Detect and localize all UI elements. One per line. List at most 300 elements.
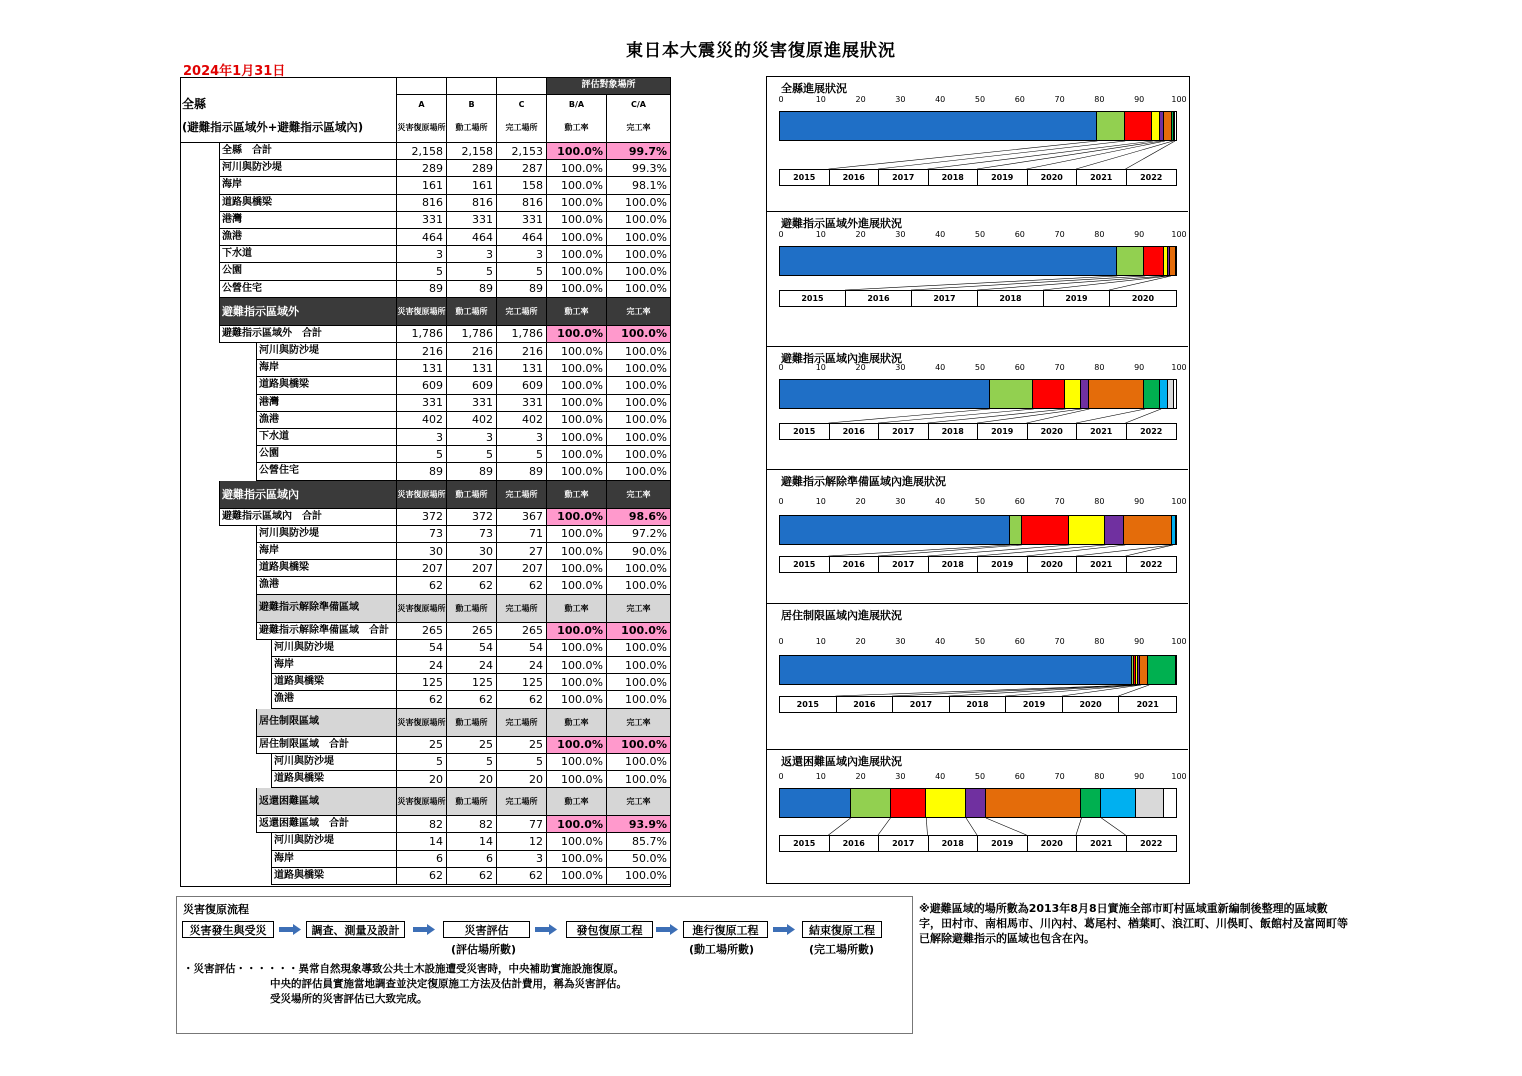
table-row <box>180 246 671 263</box>
year-label: 2020 <box>1028 557 1078 572</box>
count-b: 609 <box>447 377 497 394</box>
progress-bar <box>779 379 1177 409</box>
count-c: 158 <box>497 177 547 194</box>
table-header-row-3 <box>180 113 671 143</box>
table-row <box>180 177 671 194</box>
year-label: 2018 <box>929 424 979 439</box>
bar-segment-2018 <box>1152 112 1160 140</box>
tick-label: 0 <box>778 772 784 781</box>
progress-bar <box>779 655 1177 685</box>
arrow-right-icon <box>279 924 301 935</box>
connector-line <box>878 141 1125 169</box>
count-b: 20 <box>447 771 497 788</box>
completion-rate: 100.0% <box>607 360 671 377</box>
year-label: 2016 <box>830 170 880 185</box>
bar-segment-2015 <box>780 656 1132 684</box>
table-row <box>180 360 671 377</box>
row-label: 全縣 合計 <box>220 143 397 160</box>
row-label: 道路與橋梁 <box>257 377 397 394</box>
tick-label: 40 <box>935 363 946 372</box>
page-title: 東日本大震災的災害復原進展狀況 <box>626 41 896 61</box>
start-rate: 100.0% <box>547 674 607 691</box>
table-row <box>180 412 671 429</box>
tick-label: 10 <box>815 95 826 104</box>
connector-line <box>878 818 890 835</box>
chart-panel <box>767 470 1188 604</box>
start-rate: 100.0% <box>547 429 607 446</box>
row-label: 避難指示區域內 <box>220 481 397 509</box>
count-c: 609 <box>497 377 547 394</box>
connector-line <box>1101 818 1125 835</box>
count-a: 54 <box>397 640 447 657</box>
connector-line <box>845 276 1117 290</box>
col-letter-a: A <box>397 95 447 113</box>
count-c: 216 <box>497 343 547 360</box>
tick-label: 30 <box>895 230 906 239</box>
connector-line <box>1126 409 1162 423</box>
bar-segment-2016 <box>990 380 1034 408</box>
col-name-repeat: 完工場所 <box>497 709 547 737</box>
connector-line <box>836 685 1134 696</box>
count-b: 24 <box>447 657 497 674</box>
count-b: 62 <box>447 691 497 708</box>
table-header-row-2 <box>180 95 671 113</box>
count-b: 216 <box>447 343 497 360</box>
count-b: 1,786 <box>447 326 497 343</box>
count-b: 289 <box>447 160 497 177</box>
row-label: 漁港 <box>220 229 397 246</box>
start-rate: 100.0% <box>547 195 607 212</box>
col-name-repeat: 完工場所 <box>497 595 547 623</box>
start-rate: 100.0% <box>547 463 607 480</box>
count-a: 331 <box>397 395 447 412</box>
bar-segment-2016 <box>1117 247 1145 275</box>
count-a: 161 <box>397 177 447 194</box>
count-a: 5 <box>397 446 447 463</box>
year-label: 2019 <box>1044 291 1110 306</box>
tick-label: 40 <box>935 230 946 239</box>
tick-label: 90 <box>1134 772 1145 781</box>
bar-segment-2016 <box>851 789 891 817</box>
completion-rate: 90.0% <box>607 543 671 560</box>
tick-label: 50 <box>974 95 986 104</box>
chart-title: 避難指示解除準備區域內進展狀況 <box>781 475 946 488</box>
year-label: 2017 <box>879 557 929 572</box>
arrow-right-icon <box>413 924 435 935</box>
tick-labels <box>778 230 1187 242</box>
tick-label: 70 <box>1054 772 1065 781</box>
row-label: 河川與防沙堤 <box>272 833 397 850</box>
completion-rate: 100.0% <box>607 868 671 885</box>
completion-rate: 100.0% <box>607 691 671 708</box>
count-c: 402 <box>497 412 547 429</box>
bar-segment-2015 <box>780 789 851 817</box>
connector-line <box>977 409 1081 423</box>
year-axis <box>779 696 1177 713</box>
col-name-ca: 完工率 <box>607 113 671 143</box>
connector-line <box>1126 545 1174 556</box>
year-label: 2022 <box>1140 173 1163 182</box>
connector-line <box>926 818 927 835</box>
connector-line <box>911 276 1145 290</box>
tick-label: 50 <box>974 363 986 372</box>
count-c: 464 <box>497 229 547 246</box>
completion-rate: 100.0% <box>607 560 671 577</box>
year-label: 2017 <box>879 836 929 851</box>
row-label: 避難指示區域外 <box>220 298 397 326</box>
completion-rate: 98.1% <box>607 177 671 194</box>
count-b: 207 <box>447 560 497 577</box>
count-a: 289 <box>397 160 447 177</box>
count-a: 609 <box>397 377 447 394</box>
row-label: 居住制限區域 <box>257 709 397 737</box>
bar-segment-rest <box>1136 789 1164 817</box>
prefecture-sub: (避難指示區域外+避難指示區域內) <box>180 113 397 143</box>
col-name-repeat: 災害復原場所 <box>397 481 447 509</box>
completion-rate: 100.0% <box>607 674 671 691</box>
row-label: 道路與橋梁 <box>272 868 397 885</box>
table-row <box>180 229 671 246</box>
count-a: 89 <box>397 463 447 480</box>
bar-segment-rest <box>1168 380 1174 408</box>
completion-rate: 100.0% <box>607 446 671 463</box>
year-label: 2016 <box>830 424 880 439</box>
row-label: 居住制限區域 合計 <box>257 737 397 754</box>
chart-panel <box>767 347 1188 470</box>
count-a: 5 <box>397 754 447 771</box>
tick-label: 50 <box>974 497 986 506</box>
row-label: 海岸 <box>272 657 397 674</box>
tick-label: 100 <box>1171 95 1187 104</box>
completion-rate: 100.0% <box>607 395 671 412</box>
tick-label: 60 <box>1014 230 1025 239</box>
year-label: 2019 <box>978 170 1028 185</box>
count-b: 30 <box>447 543 497 560</box>
count-c: 3 <box>497 851 547 868</box>
year-label: 2020 <box>1028 424 1078 439</box>
count-a: 73 <box>397 526 447 543</box>
year-label: 2021 <box>1077 557 1127 572</box>
bar-segment-2016 <box>1010 516 1022 544</box>
row-label: 下水道 <box>257 429 397 446</box>
start-rate: 100.0% <box>547 577 607 594</box>
col-name-a: 災害復原場所 <box>397 113 447 143</box>
count-a: 6 <box>397 851 447 868</box>
count-a: 20 <box>397 771 447 788</box>
start-rate: 100.0% <box>547 640 607 657</box>
start-rate: 100.0% <box>547 377 607 394</box>
table-row <box>180 160 671 177</box>
count-b: 131 <box>447 360 497 377</box>
tick-label: 0 <box>778 637 784 646</box>
completion-rate: 98.6% <box>607 509 671 526</box>
col-letter-ca: C/A <box>607 95 671 113</box>
flow-sub-construction: (動工場所數) <box>689 943 755 956</box>
connector-lines <box>779 545 1177 556</box>
col-name-repeat: 完工率 <box>607 788 671 816</box>
row-label: 海岸 <box>257 360 397 377</box>
row-label: 返還困難區域 <box>257 788 397 816</box>
col-name-repeat: 災害復原場所 <box>397 788 447 816</box>
tick-label: 80 <box>1094 637 1105 646</box>
flow-step-complete: 結束復原工程 <box>802 921 882 938</box>
table-row <box>180 868 671 885</box>
tick-label: 70 <box>1054 363 1065 372</box>
table-row <box>180 640 671 657</box>
completion-rate: 97.2% <box>607 526 671 543</box>
col-name-repeat: 完工場所 <box>497 788 547 816</box>
tick-label: 90 <box>1134 95 1145 104</box>
count-a: 89 <box>397 281 447 298</box>
tick-label: 100 <box>1171 230 1187 239</box>
row-label: 道路與橋梁 <box>257 560 397 577</box>
row-label: 下水道 <box>220 246 397 263</box>
count-c: 24 <box>497 657 547 674</box>
count-b: 265 <box>447 623 497 640</box>
tick-label: 10 <box>815 772 826 781</box>
tick-label: 30 <box>895 637 906 646</box>
tick-label: 80 <box>1094 363 1105 372</box>
total-row <box>180 737 671 754</box>
year-label: 2019 <box>1006 697 1063 712</box>
start-rate: 100.0% <box>547 737 607 754</box>
completion-rate: 85.7% <box>607 833 671 850</box>
tick-label: 90 <box>1134 637 1145 646</box>
tick-label: 40 <box>935 95 946 104</box>
tick-label: 60 <box>1014 363 1025 372</box>
tick-label: 90 <box>1134 363 1145 372</box>
year-label: 2018 <box>929 170 979 185</box>
tick-label: 0 <box>778 95 784 104</box>
tick-label: 40 <box>935 637 946 646</box>
count-a: 331 <box>397 212 447 229</box>
count-c: 71 <box>497 526 547 543</box>
row-label: 海岸 <box>220 177 397 194</box>
year-axis <box>779 423 1177 440</box>
year-label: 2018 <box>950 697 1007 712</box>
table-row <box>180 212 671 229</box>
start-rate: 100.0% <box>547 343 607 360</box>
table-row <box>180 343 671 360</box>
tick-label: 80 <box>1094 497 1105 506</box>
count-a: 30 <box>397 543 447 560</box>
section-header-row <box>180 481 671 509</box>
bar-segment-2021 <box>1144 380 1160 408</box>
row-label: 避難指示區域內 合計 <box>220 509 397 526</box>
count-a: 216 <box>397 343 447 360</box>
bar-segment-2017 <box>1033 380 1065 408</box>
count-a: 207 <box>397 560 447 577</box>
col-name-repeat: 災害復原場所 <box>397 298 447 326</box>
col-name-repeat: 災害復原場所 <box>397 595 447 623</box>
completion-rate: 100.0% <box>607 212 671 229</box>
bar-segment-2017 <box>1125 112 1153 140</box>
table-row <box>180 543 671 560</box>
tick-label: 70 <box>1054 95 1065 104</box>
count-c: 62 <box>497 868 547 885</box>
flow-step-contract: 發包復原工程 <box>566 921 653 938</box>
count-b: 816 <box>447 195 497 212</box>
chart-title: 居住制限區域內進展狀況 <box>781 609 902 622</box>
count-c: 25 <box>497 737 547 754</box>
row-label: 漁港 <box>257 577 397 594</box>
completion-rate: 100.0% <box>607 737 671 754</box>
count-a: 14 <box>397 833 447 850</box>
count-c: 367 <box>497 509 547 526</box>
count-b: 372 <box>447 509 497 526</box>
count-c: 816 <box>497 195 547 212</box>
count-a: 816 <box>397 195 447 212</box>
table-row <box>180 446 671 463</box>
table-row <box>180 674 671 691</box>
tick-label: 100 <box>1171 497 1187 506</box>
count-b: 6 <box>447 851 497 868</box>
count-c: 2,153 <box>497 143 547 160</box>
bar-segment-2022 <box>1101 789 1137 817</box>
connector-line <box>1118 685 1149 696</box>
count-c: 77 <box>497 816 547 833</box>
flow-step-construction: 進行復原工程 <box>683 921 768 938</box>
tick-label: 10 <box>815 497 826 506</box>
chart-title: 避難指示區域內進展狀況 <box>781 352 902 365</box>
count-a: 5 <box>397 263 447 280</box>
row-label: 道路與橋梁 <box>272 674 397 691</box>
row-label: 避難指示解除準備區域 <box>257 595 397 623</box>
chart-panel <box>767 212 1188 347</box>
count-b: 5 <box>447 446 497 463</box>
bar-segment-2022 <box>1160 380 1168 408</box>
table-row <box>180 195 671 212</box>
table-row <box>180 526 671 543</box>
completion-rate: 100.0% <box>607 377 671 394</box>
col-name-repeat: 完工率 <box>607 709 671 737</box>
start-rate: 100.0% <box>547 833 607 850</box>
bar-segment-2015 <box>780 380 990 408</box>
start-rate: 100.0% <box>547 263 607 280</box>
tick-label: 90 <box>1134 497 1145 506</box>
row-label: 避難指示解除準備區域 合計 <box>257 623 397 640</box>
completion-rate: 100.0% <box>607 281 671 298</box>
arrow-right-icon <box>773 924 795 935</box>
bar-segment-2020 <box>1140 656 1148 684</box>
tick-labels <box>778 363 1187 375</box>
start-rate: 100.0% <box>547 360 607 377</box>
table-row <box>180 263 671 280</box>
row-label: 河川與防沙堤 <box>220 160 397 177</box>
arrow-right-icon <box>535 924 557 935</box>
bar-segment-2020 <box>986 789 1081 817</box>
connector-line <box>1027 141 1166 169</box>
count-a: 125 <box>397 674 447 691</box>
bar-segment-2019 <box>966 789 986 817</box>
tick-label: 30 <box>895 497 906 506</box>
count-c: 125 <box>497 674 547 691</box>
start-rate: 100.0% <box>547 229 607 246</box>
bar-segment-2018 <box>1065 380 1081 408</box>
completion-rate: 100.0% <box>607 326 671 343</box>
start-rate: 100.0% <box>547 816 607 833</box>
count-a: 62 <box>397 691 447 708</box>
count-a: 1,786 <box>397 326 447 343</box>
col-name-repeat: 動工場所 <box>447 481 497 509</box>
count-c: 5 <box>497 754 547 771</box>
col-name-repeat: 動工場所 <box>447 788 497 816</box>
count-c: 3 <box>497 246 547 263</box>
chart-panel <box>767 750 1188 885</box>
total-row <box>180 816 671 833</box>
table-row <box>180 754 671 771</box>
year-label: 2020 <box>1028 170 1078 185</box>
count-b: 3 <box>447 429 497 446</box>
tick-label: 100 <box>1171 637 1187 646</box>
tick-label: 80 <box>1094 772 1105 781</box>
count-b: 89 <box>447 463 497 480</box>
col-name-repeat: 完工率 <box>607 298 671 326</box>
col-name-repeat: 動工率 <box>547 298 607 326</box>
completion-rate: 93.9% <box>607 816 671 833</box>
col-name-ba: 動工率 <box>547 113 607 143</box>
flow-step-assessment: 災害評估 <box>443 921 530 938</box>
row-label: 漁港 <box>272 691 397 708</box>
year-label: 2016 <box>830 557 880 572</box>
year-label: 2016 <box>846 291 912 306</box>
connector-lines <box>779 276 1177 290</box>
row-label: 避難指示區域外 合計 <box>220 326 397 343</box>
count-c: 331 <box>497 212 547 229</box>
report-date: 2024年1月31日 <box>183 64 286 79</box>
table-row <box>180 657 671 674</box>
completion-rate: 100.0% <box>607 429 671 446</box>
start-rate: 100.0% <box>547 526 607 543</box>
year-label: 2015 <box>780 697 837 712</box>
bar-segment-2017 <box>1022 516 1070 544</box>
count-b: 5 <box>447 263 497 280</box>
count-b: 2,158 <box>447 143 497 160</box>
count-b: 125 <box>447 674 497 691</box>
table-row <box>180 429 671 446</box>
chart-title: 全縣進展狀況 <box>781 82 847 95</box>
count-b: 62 <box>447 577 497 594</box>
tick-label: 0 <box>778 230 784 239</box>
count-c: 5 <box>497 446 547 463</box>
progress-bar <box>779 111 1177 141</box>
year-label: 2017 <box>879 424 929 439</box>
bar-segment-2022 <box>1172 516 1176 544</box>
chart-panel <box>767 604 1188 750</box>
col-name-repeat: 災害復原場所 <box>397 709 447 737</box>
flow-note-3: 受災場所的災害評估已大致完成。 <box>270 993 428 1005</box>
tick-label: 20 <box>855 95 866 104</box>
year-label: 2020 <box>1131 294 1155 303</box>
progress-table <box>180 77 671 887</box>
row-label: 公營住宅 <box>257 463 397 480</box>
start-rate: 100.0% <box>547 657 607 674</box>
count-a: 265 <box>397 623 447 640</box>
count-c: 287 <box>497 160 547 177</box>
count-c: 12 <box>497 833 547 850</box>
connector-lines <box>779 409 1177 423</box>
year-axis <box>779 169 1177 186</box>
section-header-row <box>180 298 671 326</box>
count-b: 464 <box>447 229 497 246</box>
start-rate: 100.0% <box>547 543 607 560</box>
start-rate: 100.0% <box>547 281 607 298</box>
flow-sub-complete: (完工場所數) <box>809 943 875 956</box>
year-axis <box>779 835 1177 852</box>
tick-label: 20 <box>855 230 866 239</box>
total-row <box>180 623 671 640</box>
start-rate: 100.0% <box>547 623 607 640</box>
